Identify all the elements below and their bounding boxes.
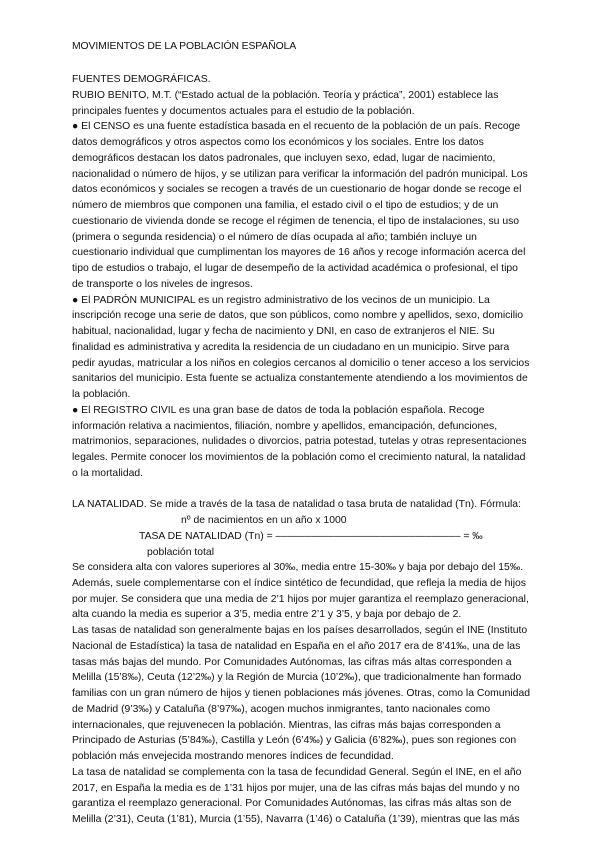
alta-paragraph: Se considera alta con valores superiores al 30‰, media entre 15-30‰ y baja por debajo del 15‰. Además, suele complementarse con el índice sintético de fecundidad, que refleja la media de hijos por mujer. Se considera que una media de 2’1 hijos por mujer garantiza el reemplazo generacional, alta cuando la media es superior a 3’5, media entre 2’1 y 3’5, y baja por debajo de 2. [72,562,529,621]
padron-paragraph: ● El PADRÓN MUNICIPAL es un registro administrativo de los vecinos de un municipio. La inscripción recoge una serie de datos, que son públicos, como nombre y apellidos, sexo, domicilio habitual, nacionalidad, lugar y fecha de nacimiento y DNI, en caso de extranjeros el NIE. Su finalidad es administrativa y acredita la residencia de un ciudadano en un municipio. Sirve para pedir ayudas, matricular a los niños en colegios cercanos al domicilio o tener acceso a los servicios sanitarios del municipio. Esta fuente se actualiza constantemente atendiendo a los movimientos de la población. [72,294,530,400]
formula-equation: TASA DE NATALIDAD (Tn) = –––––––––––––––––––––––––––––––– = ‰ [139,530,483,542]
censo-paragraph: ● El CENSO es una fuente estadística basada en el recuento de la población de un país. Recoge datos demográficos y otros aspectos como los económicos y los sociales. Entre los datos demográficos destacan los datos padronales, que incluyen sexo, edad, lugar de nacimiento, nacionalidad o número de hijos, y se utilizan para verificar la información del padrón municipal. Los datos económicos y sociales se recogen a través de un cuestionario de hogar donde se recoge el número de miembros que componen una familia, el estado civil o el tipo de estudios; y de un cuestionario de vivienda donde se recoge el régimen de tenencia, el tipo de instalaciones, su uso (primera o segunda residencia) o el número de días ocupada al año; también incluye un cuestionario individual que cumplimentan los mayores de 16 años y recoge información acerca del tipo de estudios o trabajo, el lugar de desempeño de la actividad académica o profesional, el tipo de transporte o los niveles de ingresos. [72,121,528,290]
formula-denominator: población total [147,546,215,558]
registro-paragraph: ● El REGISTRO CIVIL es una gran base de datos de toda la población española. Recoge información relativa a nacimientos, filiación, nombre y apellidos, emancipación, defunciones, matrimonios, separaciones, nulidades o divorcios, patria potestad, tutelas y otras representaciones legales. Permite conocer los movimientos de la población como el crecimiento natural, la natalidad o la mortalidad. [72,404,527,479]
rubio-paragraph: RUBIO BENITO, M.T. (“Estado actual de la población. Teoría y práctica”, 2001) establece las principales fuentes y documentos actuales para el estudio de la población. [72,89,499,117]
document-title: MOVIMIENTOS DE LA POBLACIÓN ESPAÑOLA [72,41,297,52]
fuentes-heading: FUENTES DEMOGRÁFICAS. [72,74,211,85]
natalidad-formula [72,513,532,560]
fecundidad-paragraph: La tasa de natalidad se complementa con la tasa de fecundidad General. Según el INE, en el año 2017, en España la media es de 1’31 hijos por mujer, una de las cifras más bajas del mundo y no garantiza el reemplazo generacional. Por Comunidades Autónomas, las cifras más altas son de Melilla (2’31), Ceuta (1’81), Murcia (1’55), Navarra (1’46) o Cataluña (1’39), mientras que las más [72,766,522,825]
formula-numerator: nº de nacimientos en un año x 1000 [181,515,347,526]
paragraph-gap [72,482,532,498]
natalidad-intro: LA NATALIDAD. Se mide a través de la tasa de natalidad o tasa bruta de natalidad (Tn). Fórmula: [72,499,521,511]
document-body [72,72,532,828]
tasas-paragraph: Las tasas de natalidad son generalmente bajas en los países desarrollados, según el INE (Instituto Nacional de Estadística) la tasa de natalidad en España en el año 2017 era de 8’41‰, una de las tasas más bajas del mundo. Por Comunidades Autónomas, las cifras más altas corresponden a Melilla (15’8‰), Ceuta (12’2‰) y la Región de Murcia (10’2‰), que tradicionalmente han formado familias con un gran número de hijos y tienen poblaciones más jóvenes. Otras, como la Comunidad de Madrid (9’3‰) y Cataluña (8’97‰), acogen muchos inmigrantes, tanto nacionales como internacionales, que rejuvenecen la población. Mientras, las cifras más bajas corresponden a Principado de Asturias (5’84‰), Castilla y León (6’4‰) y Galicia (6’82‰), pues son regiones con población más envejecida mostrando menores índices de fecundidad. [72,625,531,762]
